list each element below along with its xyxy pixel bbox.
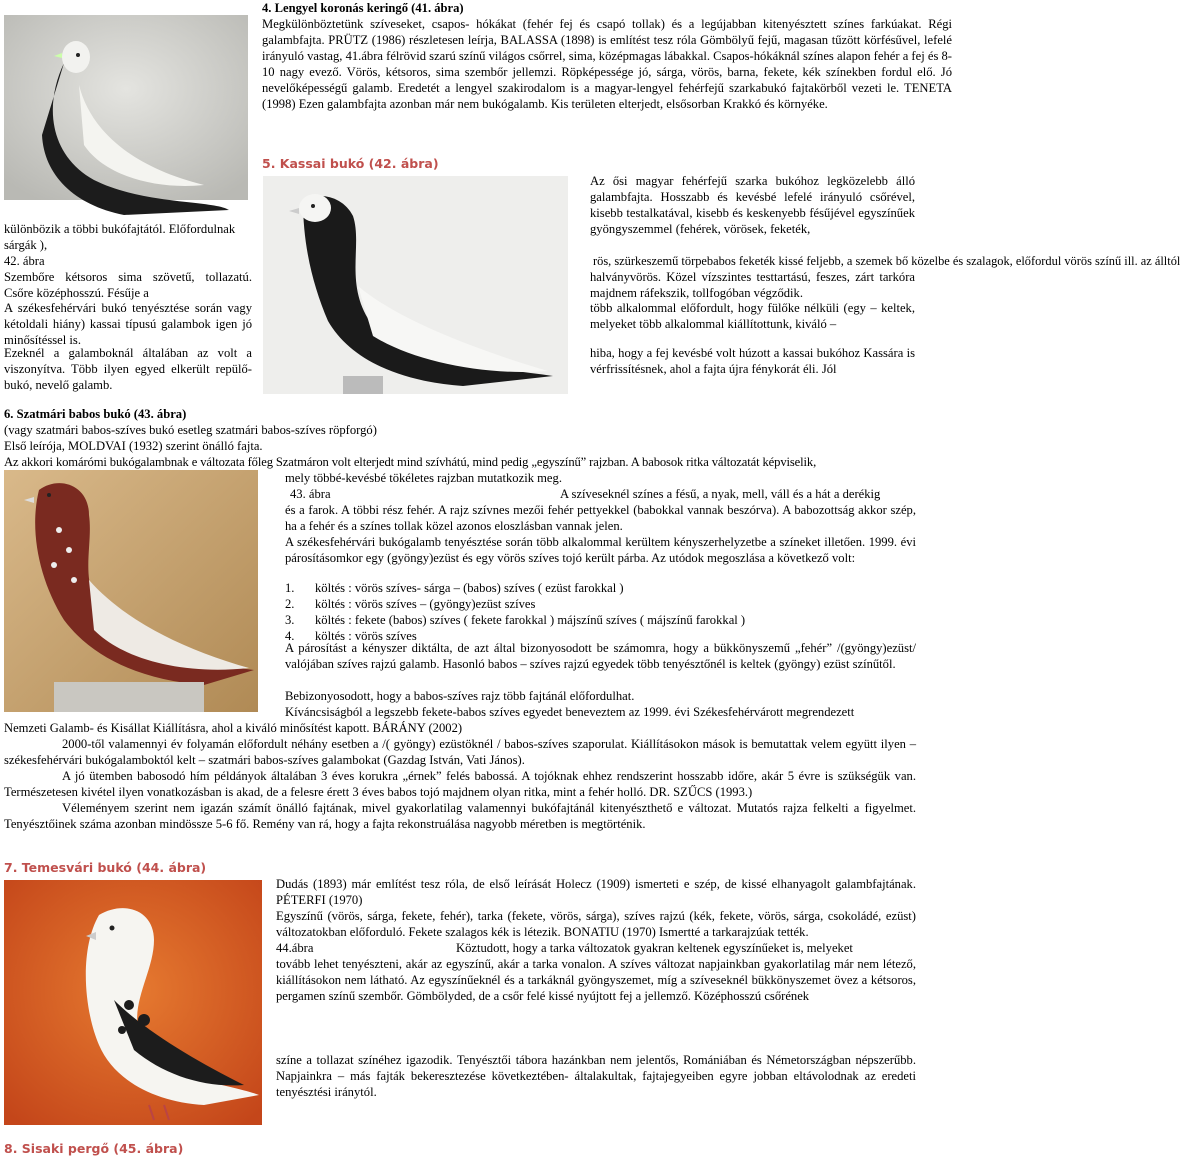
list-text: költés : vörös szíves: [315, 629, 417, 643]
list-text: költés : fekete (babos) szíves ( fekete farokkal ) májszínű szíves ( májszínű farokkal ): [315, 613, 746, 627]
section-6-right-para-3: és a farok. A többi rész fehér. A rajz szívnes mezői fehér pettyekkel (babokkal vannak beszórva). A babozottság akkor szép, ha a fehér és a színes tollak közel azonos eloszlásban vannak jelen.: [285, 503, 916, 533]
breeding-list-item: [285, 580, 916, 596]
section-7-para-2: Egyszínű (vörös, sárga, fekete, fehér), tarka (fekete, vörös, sárga), szíves rajzú (kék, fekete, vörös, sárga, csokoládé, ezüst) változatokban előforduló. Fekete szalagos kék is létezik. BONATIU (1970) Ismertté a tarkarajzúak tették.: [276, 909, 916, 939]
section-6-line-1: (vagy szatmári babos-szíves bukó esetleg szatmári babos-szíves röpforgó): [4, 423, 377, 437]
list-number: 2.: [285, 597, 295, 611]
section-5-right-para-2: halványvörös. Közel vízszintes testtartású, feszes, zárt tarkóra majdnem ráfekszik, tollfogóban végződik.: [590, 270, 915, 300]
section-5-right-para-3: több alkalommal előfordult, hogy fülőke nélküli (egy – keltek, melyeket több alkalommal kiállítottunk, kiváló –: [590, 301, 915, 331]
breeding-list: [285, 580, 916, 644]
pigeon-photo-43: [4, 470, 258, 712]
list-text: költés : vörös szíves- sárga – (babos) szíves ( ezüst farokkal ): [315, 581, 624, 595]
section-5-right-para-4: hiba, hogy a fej kevésbé volt húzott a kassai bukóhoz Kassára is vérfrissítésnek, ahol a fajta újra fénykorát éli. Jól: [590, 346, 915, 376]
section-7-para-3: Köztudott, hogy a tarka változatok gyakran keltenek egyszínűeket is, melyeket: [456, 941, 853, 955]
section-6-right-line-2: A szíveseknél színes a fésű, a nyak, mell, váll és a hát a derékig: [560, 487, 881, 501]
section-6-right-line-6: Bebizonyosodott, hogy a babos-szíves rajz több fajtánál előfordulhat.: [285, 689, 635, 703]
section-6-footer-para-2: 2000-től valamennyi év folyamán előfordult néhány esetben a /( gyöngy) ezüstöknél / babos-szíves szaporulat. Kiállításokon mások is bemutattak velem együtt ilyen – székesfehérvári bukógalamboktól kelt – szatmári babos-szíves galambokat (Gazdag István, Vati János).: [4, 737, 916, 767]
section-6-footer-para-3: A jó ütemben babosodó hím példányok általában 3 éves korukra „érnek” felés babossá. A tojóknak ehhez rendszerint hosszabb időre, akár 5 évre is szükségük van. Természetesen kivétel ilyen vonatkozásban is akad, de a felesre érett 3 éves babos tojó majdnem olyan ritka, mint a fehér holló. DR. SZŰCS (1993.): [4, 769, 916, 799]
section-6-right-line-1: mely többé-kevésbé tökéletes rajzban mutatkozik meg.: [285, 471, 562, 485]
section-5-left-para-3: A székesfehérvári bukó tenyésztése során vagy kétoldali hiány) kassai típusú galambok igen jó minősítéssel is.: [4, 301, 252, 347]
section-5-overlap-line: rös, szürkeszemű törpebabos feketék kissé feljebb, a szemek bő közelbe és szalagok, előfordul vörös színű ill. az álltól: [593, 254, 1180, 268]
figure-caption-43: 43. ábra: [290, 487, 331, 501]
list-number: 3.: [285, 613, 295, 627]
figure-caption-42: 42. ábra: [4, 254, 45, 268]
figure-caption-44: 44.ábra: [276, 941, 314, 955]
section-5-heading: 5. Kassai bukó (42. ábra): [262, 156, 439, 171]
section-6-right-para-5: A párosítást a kényszer diktálta, de azt által bizonyosodott be számomra, hogy a bükkönyszemű „fehér” /(gyöngy)ezüst/ valójában szíves rajzú galamb. Hasonló babos – szíves rajzú egyedek több tenyésztőnél is keltek (gyöngy) ezüst színűtől.: [285, 641, 916, 671]
section-5-left-line-2: sárgák ),: [4, 238, 48, 252]
section-6-footer-line-1: Nemzeti Galamb- és Kisállat Kiállításra, ahol a kiváló minősítést kapott. BÁRÁNY (2002): [4, 721, 463, 735]
section-6-line-2: Első leírója, MOLDVAI (1932) szerint önálló fajta.: [4, 439, 263, 453]
section-6-heading: 6. Szatmári babos bukó (43. ábra): [4, 407, 187, 421]
section-4-paragraph: Megkülönböztetünk szíveseket, csapos- hókákat (fehér fej és csapó tollak) és a legújabban kitenyésztett színes farkúakat. Régi galambfajta. PRÜTZ (1986) részletesen leírja, BALASSA (1898) is említést tesz róla Gömbölyű fejű, magasan tűzött körfésűvel, lefelé irányuló vastag, 41.ábra félrövid szarú színű világos csőrrel, sima, középmagas lábakkal. Csapos-hókáknál színes alapon fehér a fej és 8-10 nagy evező. Vörös, kétsoros, sima szembőr jellemzi. Röpképessége jó, sárga, vörös, barna, fekete, kék színekben fordul elő. Jó nevelőképességű galamb. Eredetét a lengyel szakirodalom is a magyar-lengyel fehérfejű szarkabukó fajtakörből vezeti le. TENETA (1998) Ezen galambfajta azonban már nem bukógalamb. Kis területen elterjedt, elsősorban Krakkó és környéke.: [262, 17, 952, 111]
breeding-list-item: [285, 612, 916, 628]
section-5-left-para-2: Szembőre kétsoros sima szövetű, tollazatú. Csőre középhosszú. Fésűje a: [4, 270, 252, 300]
list-text: költés : vörös szíves – (gyöngy)ezüst szíves: [315, 597, 536, 611]
section-5-left-line-1: különbözik a többi bukófajtától. Előfordulnak: [4, 222, 236, 236]
section-5-right-para-1: Az ősi magyar fehérfejű szarka bukóhoz legközelebb álló galambfajta. Hosszabb és kevésbé lefelé irányuló csőrével, kisebb testalkatával, kisebb és keskenyebb fésűjével egyszínűek gyöngyszemmel (fehérek, vörösek, feketék,: [590, 174, 915, 236]
section-4-heading: 4. Lengyel koronás keringő (41. ábra): [262, 1, 464, 15]
section-8-heading: 8. Sisaki pergő (45. ábra): [4, 1141, 184, 1156]
pigeon-photo-42: [263, 176, 568, 394]
pigeon-photo-41: [4, 15, 248, 200]
section-6-footer-para-4: Véleményem szerint nem igazán számít önálló fajtának, mivel gyakorlatilag valamennyi bukófajtánál kitenyészthető e változat. Mutatós rajza felkelti a figyelmet. Tenyésztőinek száma azonban mindössze 5-6 fő. Remény van rá, hogy a fajta rekonstruálása nagyobb méretben is megtörténik.: [4, 801, 916, 831]
section-7-heading: 7. Temesvári bukó (44. ábra): [4, 860, 207, 875]
list-number: 1.: [285, 581, 295, 595]
section-5-left-para-4: Ezeknél a galamboknál általában az volt a viszonyítva. Több ilyen egyed elkerült repülő- bukó, nevelő galamb.: [4, 346, 252, 392]
section-6-right-line-7: Kíváncsiságból a legszebb fekete-babos szíves egyedet beneveztem az 1999. évi Székesfehérvárott megrendezett: [285, 705, 855, 719]
pigeon-photo-44: [4, 880, 262, 1125]
section-6-line-3: Az akkori komárómi bukógalambnak e változata főleg Szatmáron volt elterjedt mind szívhátú, mind pedig „egyszínű” rajzban. A babosok ritka változatát képviselik,: [4, 455, 817, 469]
breeding-list-item: [285, 596, 916, 612]
section-6-right-para-4: A székesfehérvári bukógalamb tenyésztése során több alkalommal kerültem kényszerhelyzetbe a színeket illetően. 1999. évi párosításomkor egy (gyöngy)ezüst és egy vörös szíves tojó került párba. Az utódok megoszlása a következő volt:: [285, 535, 916, 565]
section-7-para-5: színe a tollazat színéhez igazodik. Tenyésztői tábora hazánkban nem jelentős, Romániában és Németországban népszerűbb. Napjainkra – más fajták bekeresztezése következtében- általakultak, fajtajegyeiben egyre jobban eltávolodnak az eredeti tenyésztési iránytól.: [276, 1053, 916, 1099]
section-7-para-1: Dudás (1893) már említést tesz róla, de első leírását Holecz (1909) ismerteti e szép, de kissé elhanyagolt galambfajtának. PÉTERFI (1970): [276, 877, 916, 907]
list-number: 4.: [285, 629, 295, 643]
section-7-para-4: tovább lehet tenyészteni, akár az egyszínű, akár a tarka vonalon. A szíves változat napjainkban gyakorlatilag már nem létező, kiállításokon nem látható. Az egyszínűeknél és a tarkáknál gyöngyszemet, míg a szíveseknél bükkönyszemet övez a kétsoros, pergamen színű szembőr. Gömbölyded, de a csőr felé kissé nyújtott fej a jellemző. Középhosszú csőrének: [276, 957, 916, 1003]
